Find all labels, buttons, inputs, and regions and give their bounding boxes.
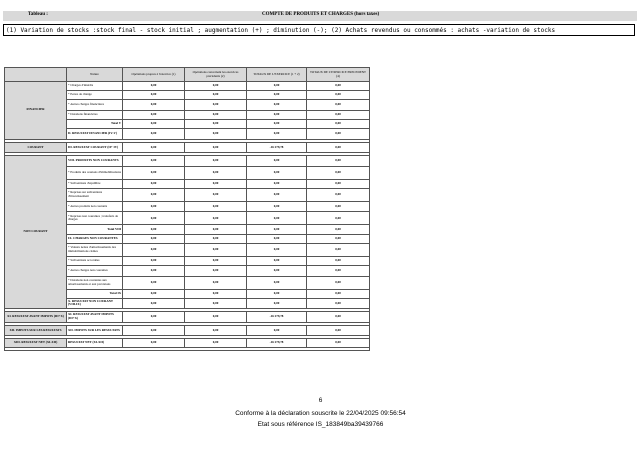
value-cell: 0,00 (307, 129, 370, 140)
value-cell: 0,00 (247, 91, 307, 100)
value-cell: 0,00 (123, 188, 185, 201)
reference-text: Etat sous référence IS_183849ba39439766 (257, 421, 384, 428)
value-cell: 0,00 (307, 225, 370, 234)
row-label: * Autres charges non courantes (67, 266, 123, 277)
value-cell: 0,00 (247, 166, 307, 179)
value-cell: 0,00 (185, 225, 247, 234)
value-cell: 0,00 (185, 339, 247, 348)
value-cell: -16 279,78 (247, 312, 307, 323)
value-cell: 0,00 (247, 325, 307, 336)
value-cell: 0,00 (123, 276, 185, 289)
row-label: * Dotations financières (67, 110, 123, 119)
column-header-nature: Nature (67, 68, 123, 82)
value-cell: 0,00 (123, 156, 185, 167)
value-cell: 0,00 (307, 256, 370, 265)
value-cell: 0,00 (247, 179, 307, 188)
value-cell: 0,00 (247, 256, 307, 265)
value-cell: 0,00 (307, 82, 370, 91)
row-label: * Pertes de change (67, 91, 123, 100)
value-cell: 0,00 (247, 266, 307, 277)
row-label: * Reprises non courantes ; transferts de charges (67, 212, 123, 225)
value-cell: 0,00 (185, 243, 247, 256)
value-cell: 0,00 (123, 243, 185, 256)
column-header-totals: TOTAUX DE L'EXERCICE (1 + 2) (247, 68, 307, 82)
spacer-row (5, 348, 370, 351)
value-cell: 0,00 (123, 212, 185, 225)
row-label: * Charges d'intérêts (67, 82, 123, 91)
value-cell: 0,00 (123, 234, 185, 243)
value-cell: 0,00 (307, 201, 370, 212)
category-cell: NON COURANT (5, 156, 67, 309)
value-cell: 0,00 (123, 201, 185, 212)
value-cell: 0,00 (307, 179, 370, 188)
value-cell: 0,00 (307, 156, 370, 167)
value-cell: 0,00 (123, 289, 185, 298)
value-cell: 0,00 (307, 100, 370, 111)
value-cell: 0,00 (247, 188, 307, 201)
value-cell: 0,00 (123, 100, 185, 111)
value-cell: 0,00 (123, 266, 185, 277)
value-cell: 0,00 (185, 234, 247, 243)
value-cell: 0,00 (185, 156, 247, 167)
value-cell: 0,00 (307, 234, 370, 243)
value-cell: 0,00 (247, 289, 307, 298)
value-cell: 0,00 (123, 120, 185, 129)
value-cell: 0,00 (247, 120, 307, 129)
income-statement-table (4, 67, 370, 351)
row-label: Total IX (67, 289, 123, 298)
table-row (5, 339, 370, 348)
row-label: * Autres produits non courants (67, 201, 123, 212)
column-header-previous-totals: TOTAUX DE L'EXERCICE PRECEDENT (4) (307, 68, 370, 82)
value-cell: 0,00 (185, 91, 247, 100)
row-label: * Autres charges financières (67, 100, 123, 111)
row-label: * Subventions accordées (67, 256, 123, 265)
value-cell: 0,00 (247, 100, 307, 111)
page-number: 6 (318, 397, 323, 404)
row-label: * Reprises sur subventions d'investissement (67, 188, 123, 201)
row-label: II. RESULTAT FINANCIER (IV-V) (67, 129, 123, 140)
value-cell: 0,00 (307, 91, 370, 100)
value-cell: 0,00 (185, 201, 247, 212)
table-body (5, 82, 370, 351)
category-cell: XII. IMPOTS SUR LES RESULTATS (5, 325, 67, 336)
note-box: (1) Variation de stocks :stock final - stock initial ; augmentation (+) ; diminution (-); (2) Achats revendus ou consommés : achats -variation de stocks (3, 24, 635, 36)
value-cell: 0,00 (307, 243, 370, 256)
value-cell: 0,00 (247, 234, 307, 243)
value-cell: 0,00 (123, 129, 185, 140)
value-cell: 0,00 (123, 82, 185, 91)
table-row (5, 156, 370, 167)
row-label: X. RESULTAT NON COURANT (VIII-IX) (67, 298, 123, 309)
column-header-empty (5, 68, 67, 82)
value-cell: 0,00 (123, 166, 185, 179)
value-cell: 0,00 (185, 188, 247, 201)
value-cell: 0,00 (307, 276, 370, 289)
row-label: VIII. PRODUITS NON COURANTS (67, 156, 123, 167)
value-cell: 0,00 (307, 266, 370, 277)
value-cell: 0,00 (307, 325, 370, 336)
value-cell: 0,00 (185, 256, 247, 265)
value-cell: 0,00 (123, 256, 185, 265)
category-cell: XIII. RESULTAT NET (XI-XII) (5, 339, 67, 348)
value-cell: 0,00 (247, 212, 307, 225)
row-label: * Subventions d'équilibre (67, 179, 123, 188)
spacer-cell (5, 348, 370, 351)
column-header-current-ops: Opérations propres à l'exercice (1) (123, 68, 185, 82)
row-label: * Produits des cessions d'immobilisations (67, 166, 123, 179)
value-cell: 0,00 (185, 298, 247, 309)
row-label: III. RESULTAT COURANT (II+ IV) (67, 142, 123, 153)
value-cell: 0,00 (307, 212, 370, 225)
value-cell: -16 279,78 (247, 339, 307, 348)
row-label: * Dotations non courantes aux amortissements et aux provisions (67, 276, 123, 289)
table-row (5, 82, 370, 91)
value-cell: 0,00 (185, 120, 247, 129)
value-cell: 0,00 (123, 142, 185, 153)
value-cell: 0,00 (307, 120, 370, 129)
category-cell: FINANCIER (5, 82, 67, 140)
table-row (5, 325, 370, 336)
value-cell: 0,00 (307, 339, 370, 348)
value-cell: 0,00 (123, 179, 185, 188)
value-cell: 0,00 (185, 266, 247, 277)
row-label: XII. IMPOTS SUR LES RESULTATS (67, 325, 123, 336)
row-label: IX. CHARGES NON COURANTES (67, 234, 123, 243)
value-cell: 0,00 (185, 312, 247, 323)
row-label: RESULTAT NET (XI-XII) (67, 339, 123, 348)
row-label: XI. RESULTAT AVANT IMPOTS (III+X) (67, 312, 123, 323)
tableau-label: Tableau : (28, 12, 48, 17)
table-row (5, 142, 370, 153)
value-cell: 0,00 (185, 142, 247, 153)
document-title: COMPTE DE PRODUITS ET CHARGES (hors taxes) (262, 12, 380, 17)
value-cell: 0,00 (185, 179, 247, 188)
value-cell: 0,00 (307, 142, 370, 153)
value-cell: 0,00 (307, 289, 370, 298)
value-cell: 0,00 (247, 82, 307, 91)
value-cell: 0,00 (247, 243, 307, 256)
value-cell: 0,00 (185, 82, 247, 91)
row-label: Total VIII (67, 225, 123, 234)
value-cell: 0,00 (123, 110, 185, 119)
value-cell: 0,00 (247, 110, 307, 119)
value-cell: 0,00 (123, 298, 185, 309)
value-cell: 0,00 (185, 110, 247, 119)
value-cell: 0,00 (185, 100, 247, 111)
value-cell: 0,00 (247, 276, 307, 289)
value-cell: 0,00 (185, 276, 247, 289)
value-cell: 0,00 (247, 129, 307, 140)
value-cell: 0,00 (307, 166, 370, 179)
value-cell: 0,00 (185, 212, 247, 225)
row-label: * Valeurs nettes d'amortissements des immobilisations cédées (67, 243, 123, 256)
column-header-previous-ops: Opérations concernant les exercices précédents (2) (185, 68, 247, 82)
value-cell: 0,00 (307, 312, 370, 323)
row-label: Total V (67, 120, 123, 129)
value-cell: 0,00 (185, 129, 247, 140)
value-cell: 0,00 (247, 225, 307, 234)
value-cell: 0,00 (123, 325, 185, 336)
value-cell: 0,00 (247, 201, 307, 212)
value-cell: 0,00 (123, 339, 185, 348)
value-cell: 0,00 (307, 110, 370, 119)
declaration-text: Conforme à la déclaration souscrite le 22/04/2025 09:56:54 (235, 410, 406, 417)
table-row (5, 312, 370, 323)
value-cell: 0,00 (307, 188, 370, 201)
category-cell: COURANT (5, 142, 67, 153)
value-cell: 0,00 (247, 298, 307, 309)
value-cell: 0,00 (185, 166, 247, 179)
value-cell: 0,00 (123, 225, 185, 234)
value-cell: -16 279,78 (247, 142, 307, 153)
value-cell: 0,00 (123, 312, 185, 323)
value-cell: 0,00 (185, 289, 247, 298)
value-cell: 0,00 (123, 91, 185, 100)
category-cell: XI. RESULTAT AVANT IMPOTS (III+X) (5, 312, 67, 323)
value-cell: 0,00 (307, 298, 370, 309)
value-cell: 0,00 (185, 325, 247, 336)
table-header-row (5, 68, 370, 82)
value-cell: 0,00 (247, 156, 307, 167)
